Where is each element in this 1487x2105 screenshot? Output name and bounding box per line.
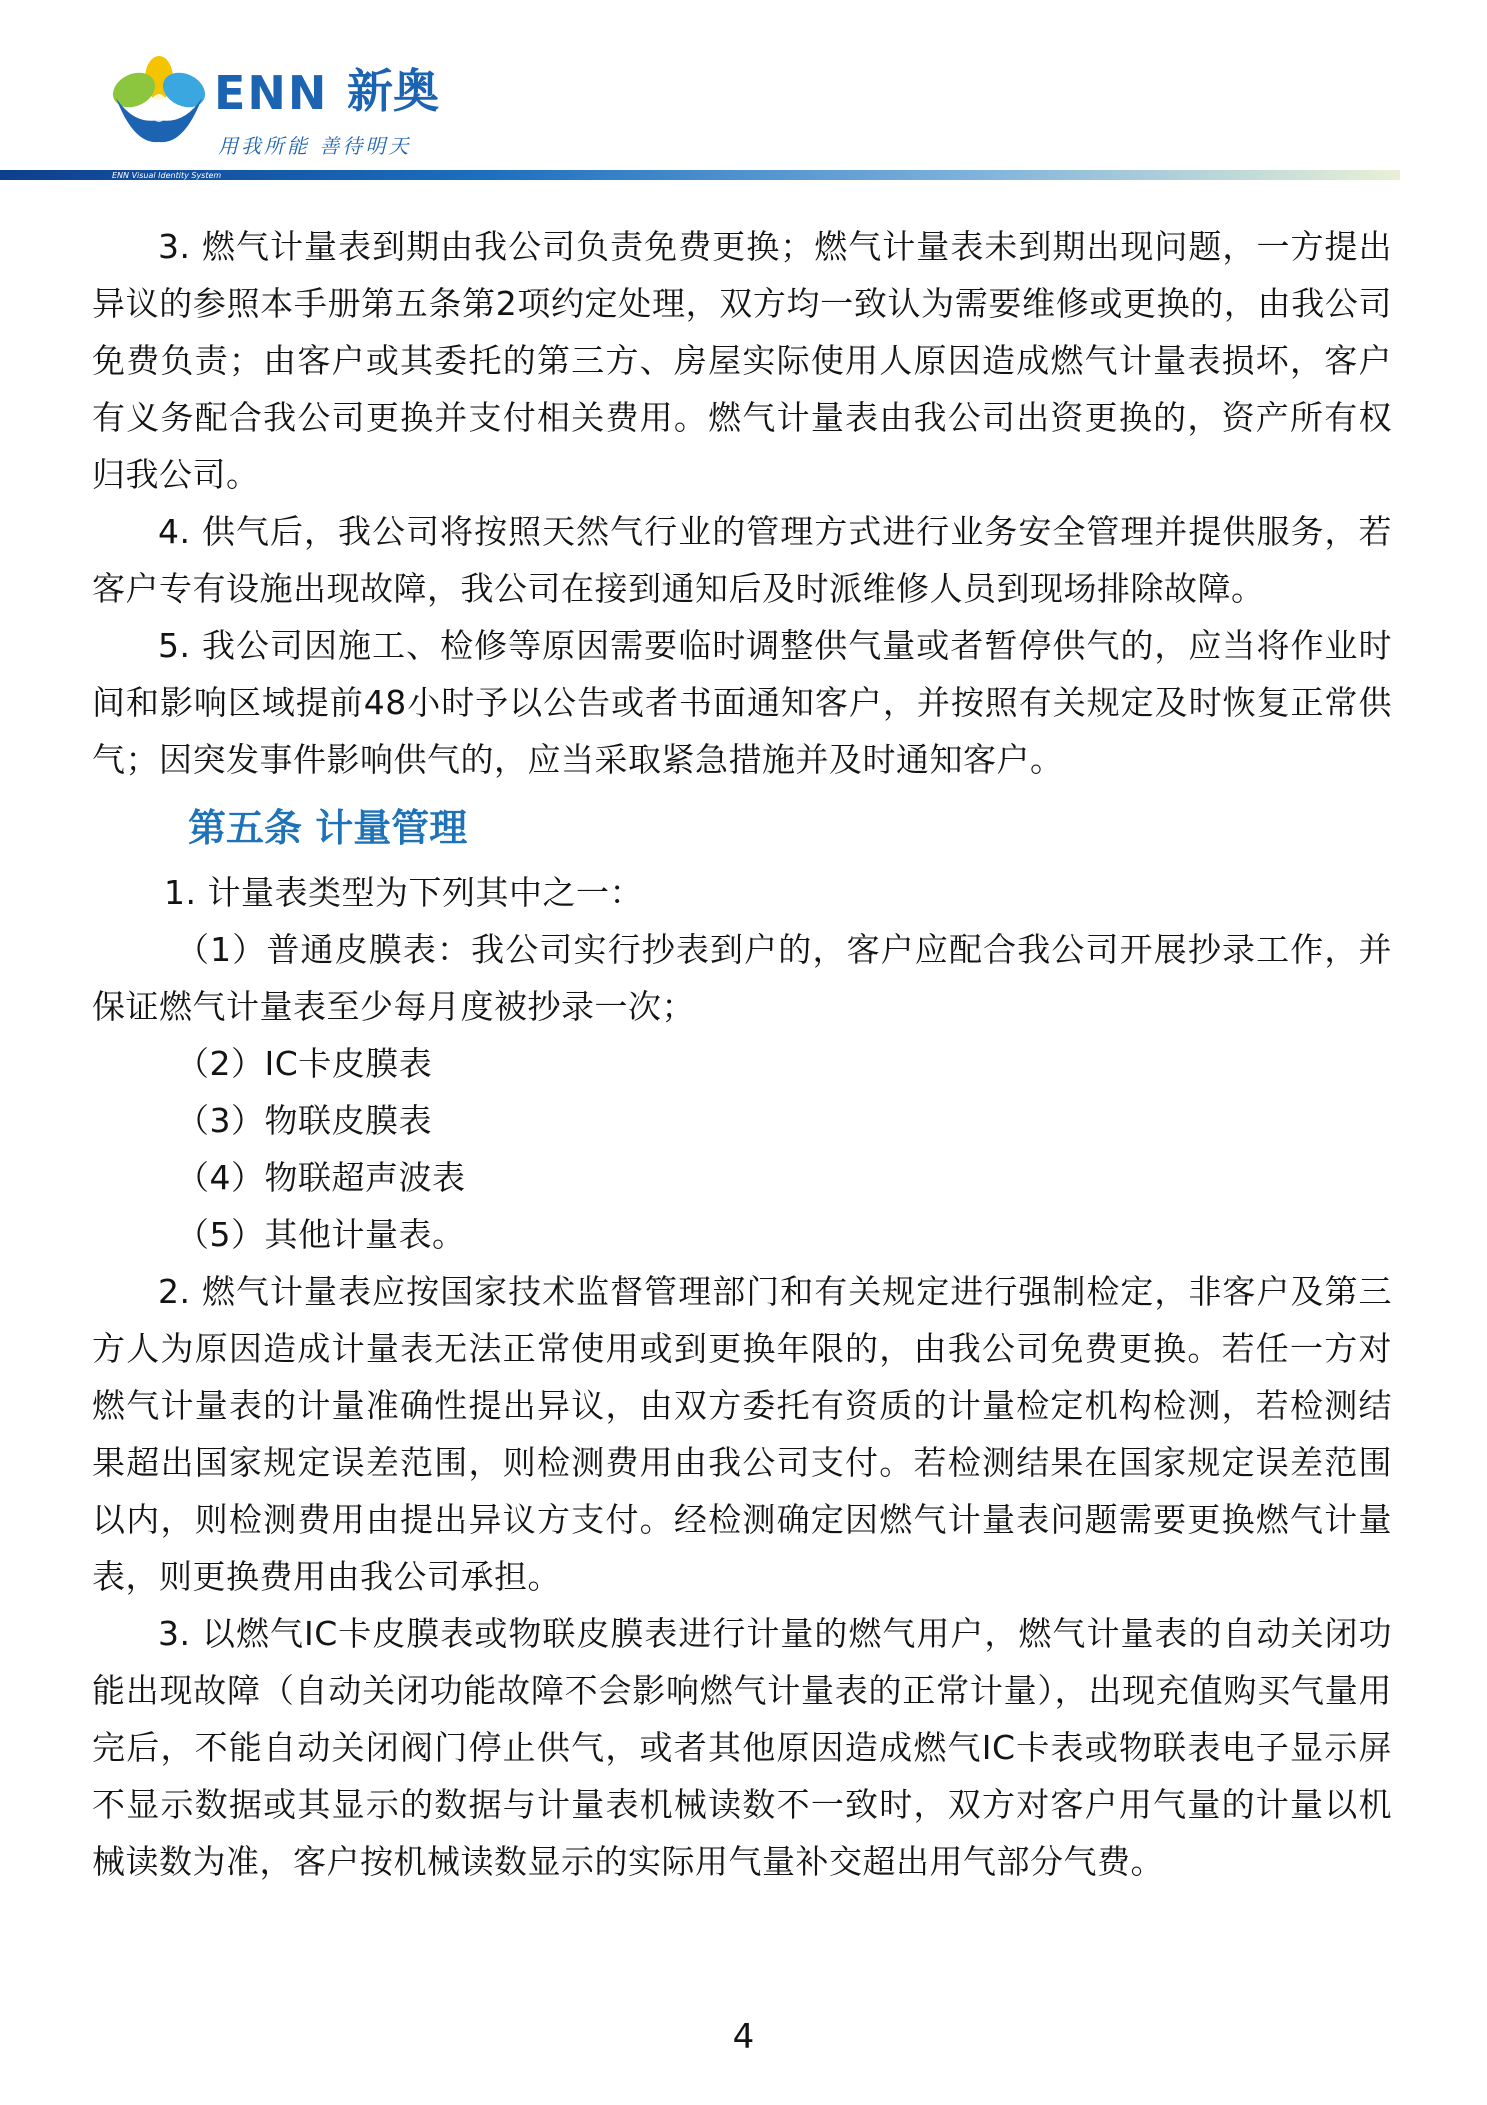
header-bar-caption: ENN Visual Identity System [112,171,222,180]
logo-text-cn: 新奥 [347,64,439,118]
logo-slogan: 用我所能 善待明天 [218,134,412,158]
page-number: 4 [732,2017,755,2057]
paragraph-meter-malfunction: 3. 以燃气IC卡皮膜表或物联皮膜表进行计量的燃气用户，燃气计量表的自动关闭功能出现故障（自动关闭功能故障不会影响燃气计量表的正常计量），出现充值购买气量用完后，不能自动关闭阀门停止供气，或者其他原因造成燃气IC卡表或物联表电子显示屏不显示数据或其显示的数据与计量表机械读数不一致时，双方对客户用气量的计量以机械读数为准，客户按机械读数显示的实际用气量补交超出用气部分气费。 [92,1614,1392,1881]
enn-logo-icon [104,50,214,150]
sub-item-1: （1）普通皮膜表：我公司实行抄表到户的，客户应配合我公司开展抄录工作，并保证燃气计量表至少每月度被抄录一次； [92,930,1392,1026]
paragraph-meter-types: 1. 计量表类型为下列其中之一： [164,873,643,912]
sub-item-5: （5）其他计量表。 [176,1215,466,1254]
sub-item-4: （4）物联超声波表 [176,1158,466,1197]
document-body [92,218,1392,1890]
paragraph-clause-3: 3. 燃气计量表到期由我公司负责免费更换；燃气计量表未到期出现问题，一方提出异议的参照本手册第五条第2项约定处理，双方均一致认为需要维修或更换的，由我公司免费负责；由客户或其委托的第三方、房屋实际使用人原因造成燃气计量表损坏，客户有义务配合我公司更换并支付相关费用。燃气计量表由我公司出资更换的，资产所有权归我公司。 [92,227,1392,494]
sub-item-2: （2）IC卡皮膜表 [176,1044,433,1083]
paragraph-clause-4: 4. 供气后，我公司将按照天然气行业的管理方式进行业务安全管理并提供服务，若客户专有设施出现故障，我公司在接到通知后及时派维修人员到现场排除故障。 [92,512,1392,608]
logo-text-en: ENN [214,66,329,120]
paragraph-clause-5: 5. 我公司因施工、检修等原因需要临时调整供气量或者暂停供气的，应当将作业时间和影响区域提前48小时予以公告或者书面通知客户，并按照有关规定及时恢复正常供气；因突发事件影响供气的，应当采取紧急措施并及时通知客户。 [92,626,1392,779]
sub-item-3: （3）物联皮膜表 [176,1101,432,1140]
document-header [0,0,1487,200]
section-heading: 第五条 计量管理 [188,806,468,850]
paragraph-meter-inspection: 2. 燃气计量表应按国家技术监督管理部门和有关规定进行强制检定，非客户及第三方人为原因造成计量表无法正常使用或到更换年限的，由我公司免费更换。若任一方对燃气计量表的计量准确性提出异议，由双方委托有资质的计量检定机构检测，若检测结果超出国家规定误差范围，则检测费用由我公司支付。若检测结果在国家规定误差范围以内，则检测费用由提出异议方支付。经检测确定因燃气计量表问题需要更换燃气计量表，则更换费用由我公司承担。 [92,1272,1392,1596]
